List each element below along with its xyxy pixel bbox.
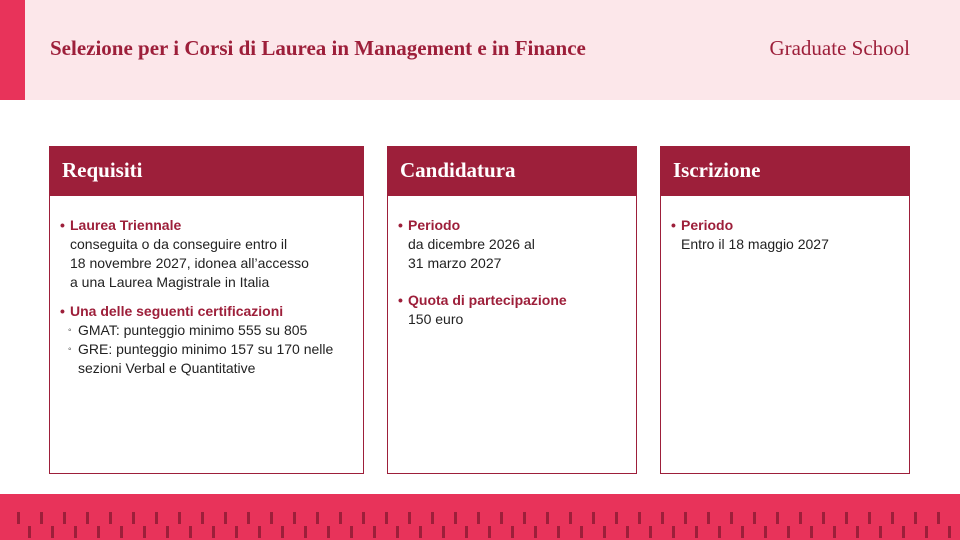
sub-item — [60, 340, 353, 378]
card-title: Candidatura — [388, 147, 636, 196]
block-line: a una Laurea Magistrale in Italia — [70, 274, 270, 290]
requirement-block — [60, 216, 353, 292]
block-heading: Periodo — [408, 217, 461, 233]
card-candidatura — [387, 146, 637, 474]
info-block — [398, 291, 626, 329]
footer-tick-row — [0, 526, 960, 538]
sub-bullet-icon: ◦ — [68, 325, 72, 336]
info-block — [671, 216, 899, 254]
bullet-icon: • — [671, 217, 676, 233]
block-line: Entro il 18 maggio 2027 — [681, 236, 829, 252]
info-block — [398, 216, 626, 273]
sub-line: GMAT: punteggio minimo 555 su 805 — [78, 322, 308, 338]
bullet-icon: • — [60, 217, 65, 233]
card-requisiti — [49, 146, 364, 474]
block-line: 150 euro — [408, 311, 464, 327]
block-line: da dicembre 2026 al — [408, 236, 535, 252]
footer-pattern-bar — [0, 494, 960, 540]
requirement-block — [60, 302, 353, 378]
bullet-icon: • — [60, 303, 65, 319]
sub-line: sezioni Verbal e Quantitative — [78, 360, 256, 376]
sub-line: GRE: punteggio minimo 157 su 170 nelle — [78, 341, 334, 357]
bullet-icon: • — [398, 292, 403, 308]
bullet-icon: • — [398, 217, 403, 233]
block-heading: Quota di partecipazione — [408, 292, 567, 308]
sub-bullet-icon: ◦ — [68, 344, 72, 355]
block-line: 31 marzo 2027 — [408, 255, 502, 271]
footer-tick-row — [0, 512, 960, 524]
card-title: Requisiti — [50, 147, 363, 196]
block-heading: Periodo — [681, 217, 734, 233]
block-heading: Una delle seguenti certificazioni — [70, 303, 284, 319]
header-bar — [0, 0, 960, 100]
page-title: Selezione per i Corsi di Laurea in Management e in Finance — [50, 36, 586, 60]
block-line: 18 novembre 2027, idonea all’accesso — [70, 255, 309, 271]
header-accent-bar — [0, 0, 25, 100]
card-iscrizione — [660, 146, 910, 474]
block-heading: Laurea Triennale — [70, 217, 182, 233]
brand-label: Graduate School — [769, 36, 910, 60]
block-line: conseguita o da conseguire entro il — [70, 236, 288, 252]
card-title: Iscrizione — [661, 147, 909, 196]
sub-item — [60, 321, 353, 340]
